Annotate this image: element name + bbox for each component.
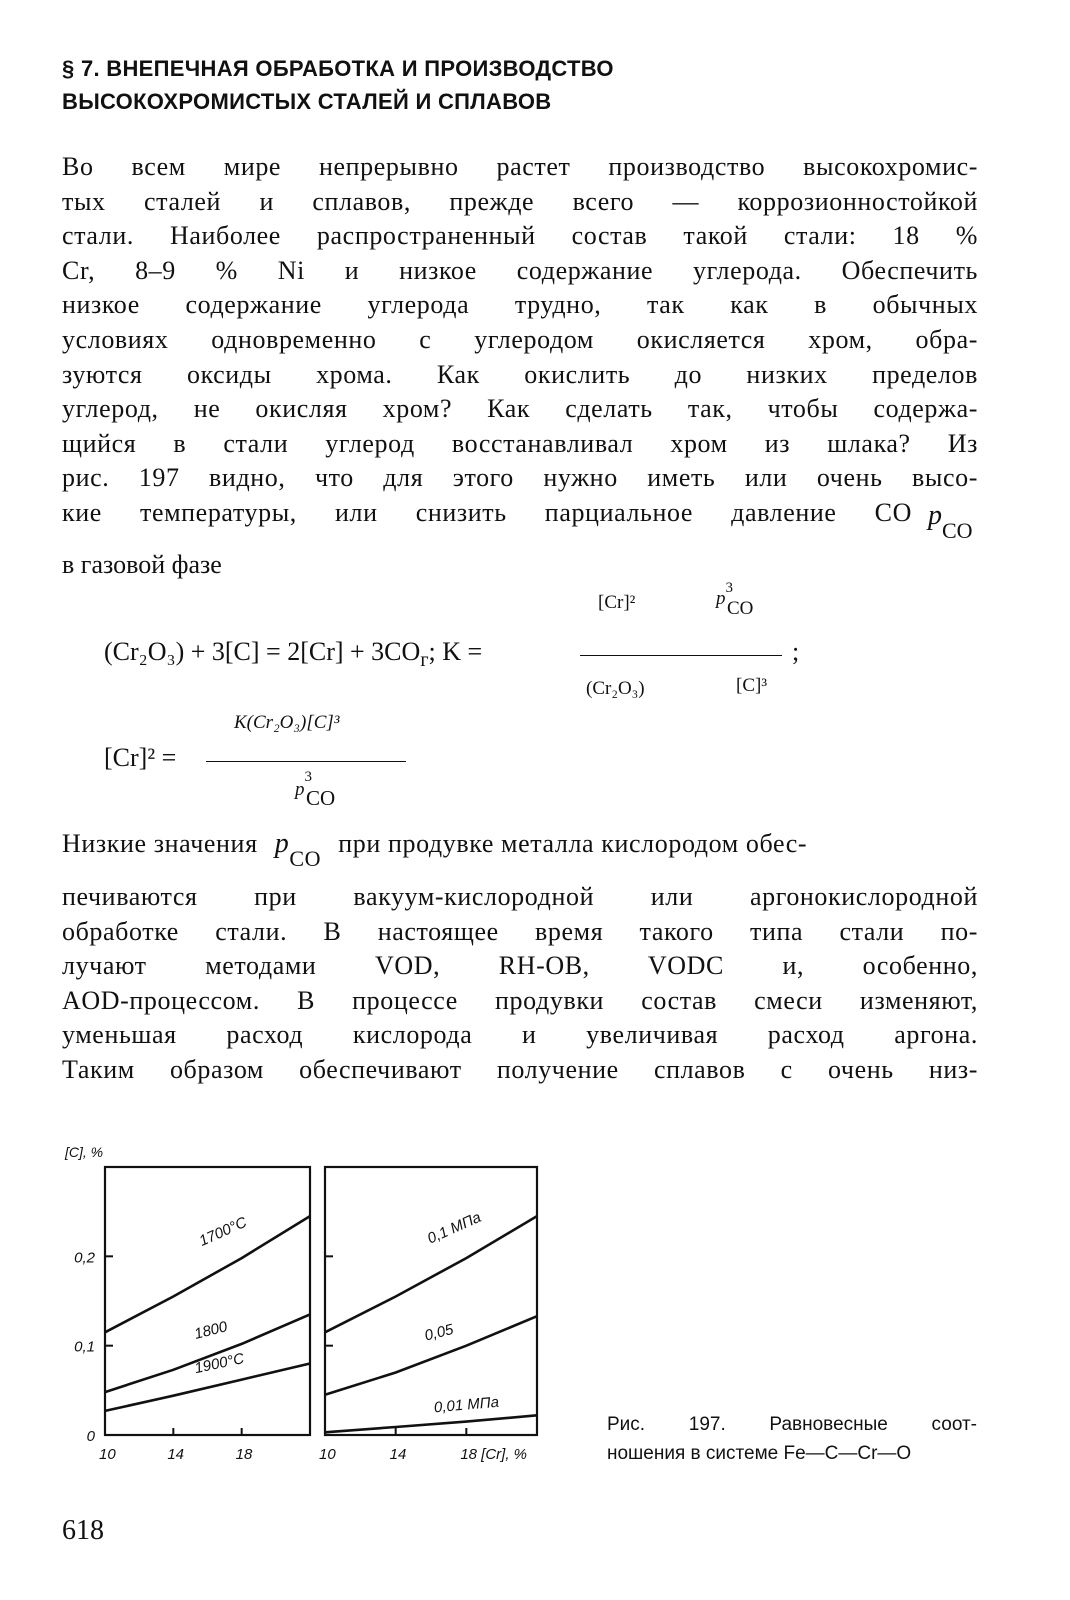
p-symbol: p xyxy=(928,500,942,531)
paragraph-2-start: Низкие значения xyxy=(62,829,258,858)
figure-caption xyxy=(607,1410,977,1468)
paragraph-line: тых сталей и сплавов, прежде всего — коррозионностойкой xyxy=(62,186,978,216)
paragraph-2 xyxy=(62,880,978,1088)
gas-phase-text: в газовой фазе xyxy=(62,550,222,579)
page-number: 618 xyxy=(62,1515,104,1546)
series-label: 0,05 xyxy=(422,1320,456,1345)
caption-line-1: Рис. 197. Равновесные соот- xyxy=(607,1414,977,1435)
paragraph-1 xyxy=(62,150,978,531)
paragraph-line: стали. Наиболее распространенный состав такой стали: 18 % xyxy=(62,221,978,251)
paragraph-line: уменьшая расход кислорода и увеличивая расход аргона. xyxy=(62,1020,978,1050)
paragraph-line: зуются оксиды хрома. Как окислить до низких пределов xyxy=(62,359,978,389)
heading-line-2: ВЫСОКОХРОМИСТЫХ СТАЛЕЙ И СПЛАВОВ xyxy=(62,89,552,114)
y-axis-label: [C], % xyxy=(65,1144,104,1160)
series-label: 1800 xyxy=(192,1318,230,1343)
paragraph-2-first-line: Низкие значения $p_{CO}$ при продувке металла кислородом обес- xyxy=(62,828,808,871)
eq1-num-pco: $p^3CO$ xyxy=(716,580,754,619)
paragraph-line: лучают методами VOD, RH-OB, VODC и, особенно, xyxy=(62,951,978,981)
eq1-lhs: (Cr₂O₃) + 3[C] = 2[Cr] + 3CO xyxy=(104,637,421,666)
series-label: 0,1 МПа xyxy=(424,1208,484,1248)
panel-temperature xyxy=(64,1144,310,1463)
eq2-denominator: $p^3CO$ xyxy=(295,769,336,810)
paragraph-line: щийся в стали углерод восстанавливал хром из шлака? Из xyxy=(62,428,978,458)
equation-1 xyxy=(104,637,483,671)
eq2-numerator: K(Cr₂O₃)[C]³ xyxy=(234,712,340,733)
figure-197 xyxy=(55,1135,575,1480)
eq1-fraction-bar xyxy=(580,655,782,656)
series-label: 1900°C xyxy=(193,1350,246,1378)
eq1-k: ; K = xyxy=(428,637,483,666)
eq2-lhs: [Cr]² = xyxy=(104,743,177,772)
section-heading xyxy=(62,52,614,118)
co-subscript: CO xyxy=(942,518,973,543)
paragraph-2-after: при продувке металла кислородом обес- xyxy=(338,829,808,858)
y-tick-label: 0,2 xyxy=(74,1249,95,1267)
panel-pressure xyxy=(319,1167,537,1463)
paragraph-line: AOD-процессом. В процессе продувки состав смеси изменяют, xyxy=(62,985,978,1015)
paragraph-line: низкое содержание углерода трудно, так как в обычных xyxy=(62,290,978,320)
paragraph-line: Во всем мире непрерывно растет производство высокохромис- xyxy=(62,152,978,181)
x-tick-label: 14 xyxy=(167,1446,185,1463)
p-co-symbol xyxy=(928,500,973,543)
plot-frame xyxy=(105,1167,310,1435)
x-tick-label: 10 xyxy=(99,1446,116,1463)
paragraph-line: кие температуры, или снизить парциальное давление CO xyxy=(62,497,912,527)
paragraph-line: рис. 197 видно, что для этого нужно иметь или очень высо- xyxy=(62,463,978,493)
series-label: 0,01 МПа xyxy=(433,1393,500,1417)
x-tick-label: 18 xyxy=(235,1446,253,1463)
y-tick-label: 0,1 xyxy=(74,1338,95,1356)
eq1-den-c: [C]³ xyxy=(736,675,768,696)
x-tick-label: 14 xyxy=(389,1446,407,1463)
x-tick-label: 10 xyxy=(319,1446,336,1463)
x-tick-label: 18 [Cr], % xyxy=(460,1446,528,1463)
series-line xyxy=(325,1415,537,1432)
eq1-gas-sub: г xyxy=(420,649,429,671)
series-label: 1700°C xyxy=(196,1213,250,1250)
eq1-end: ; xyxy=(792,637,800,666)
paragraph-line: обработке стали. В настоящее время такого типа стали по- xyxy=(62,916,978,946)
paragraph-line: Таким образом обеспечивают получение сплавов с очень низ- xyxy=(62,1054,978,1084)
paragraph-line: углерод, не окисляя хром? Как сделать так, чтобы содержа- xyxy=(62,394,978,424)
eq1-num-cr: [Cr]² xyxy=(598,592,636,613)
y-tick-label: 0 xyxy=(86,1428,95,1445)
paragraph-line: Cr, 8–9 % Ni и низкое содержание углерода. Обеспечить xyxy=(62,255,978,285)
eq2-fraction-bar xyxy=(206,761,406,762)
paragraph-line: условиях одновременно с углеродом окисляется хром, обра- xyxy=(62,324,978,354)
eq1-den-cr2o3: (Cr₂O₃) xyxy=(586,678,645,699)
caption-line-2: ношения в системе Fe—C—Cr—O xyxy=(607,1443,912,1464)
paragraph-line: печиваются при вакуум-кислородной или аргонокислородной xyxy=(62,882,978,911)
heading-line-1: § 7. ВНЕПЕЧНАЯ ОБРАБОТКА И ПРОИЗВОДСТВО xyxy=(62,56,614,81)
plot-frame xyxy=(325,1167,537,1435)
